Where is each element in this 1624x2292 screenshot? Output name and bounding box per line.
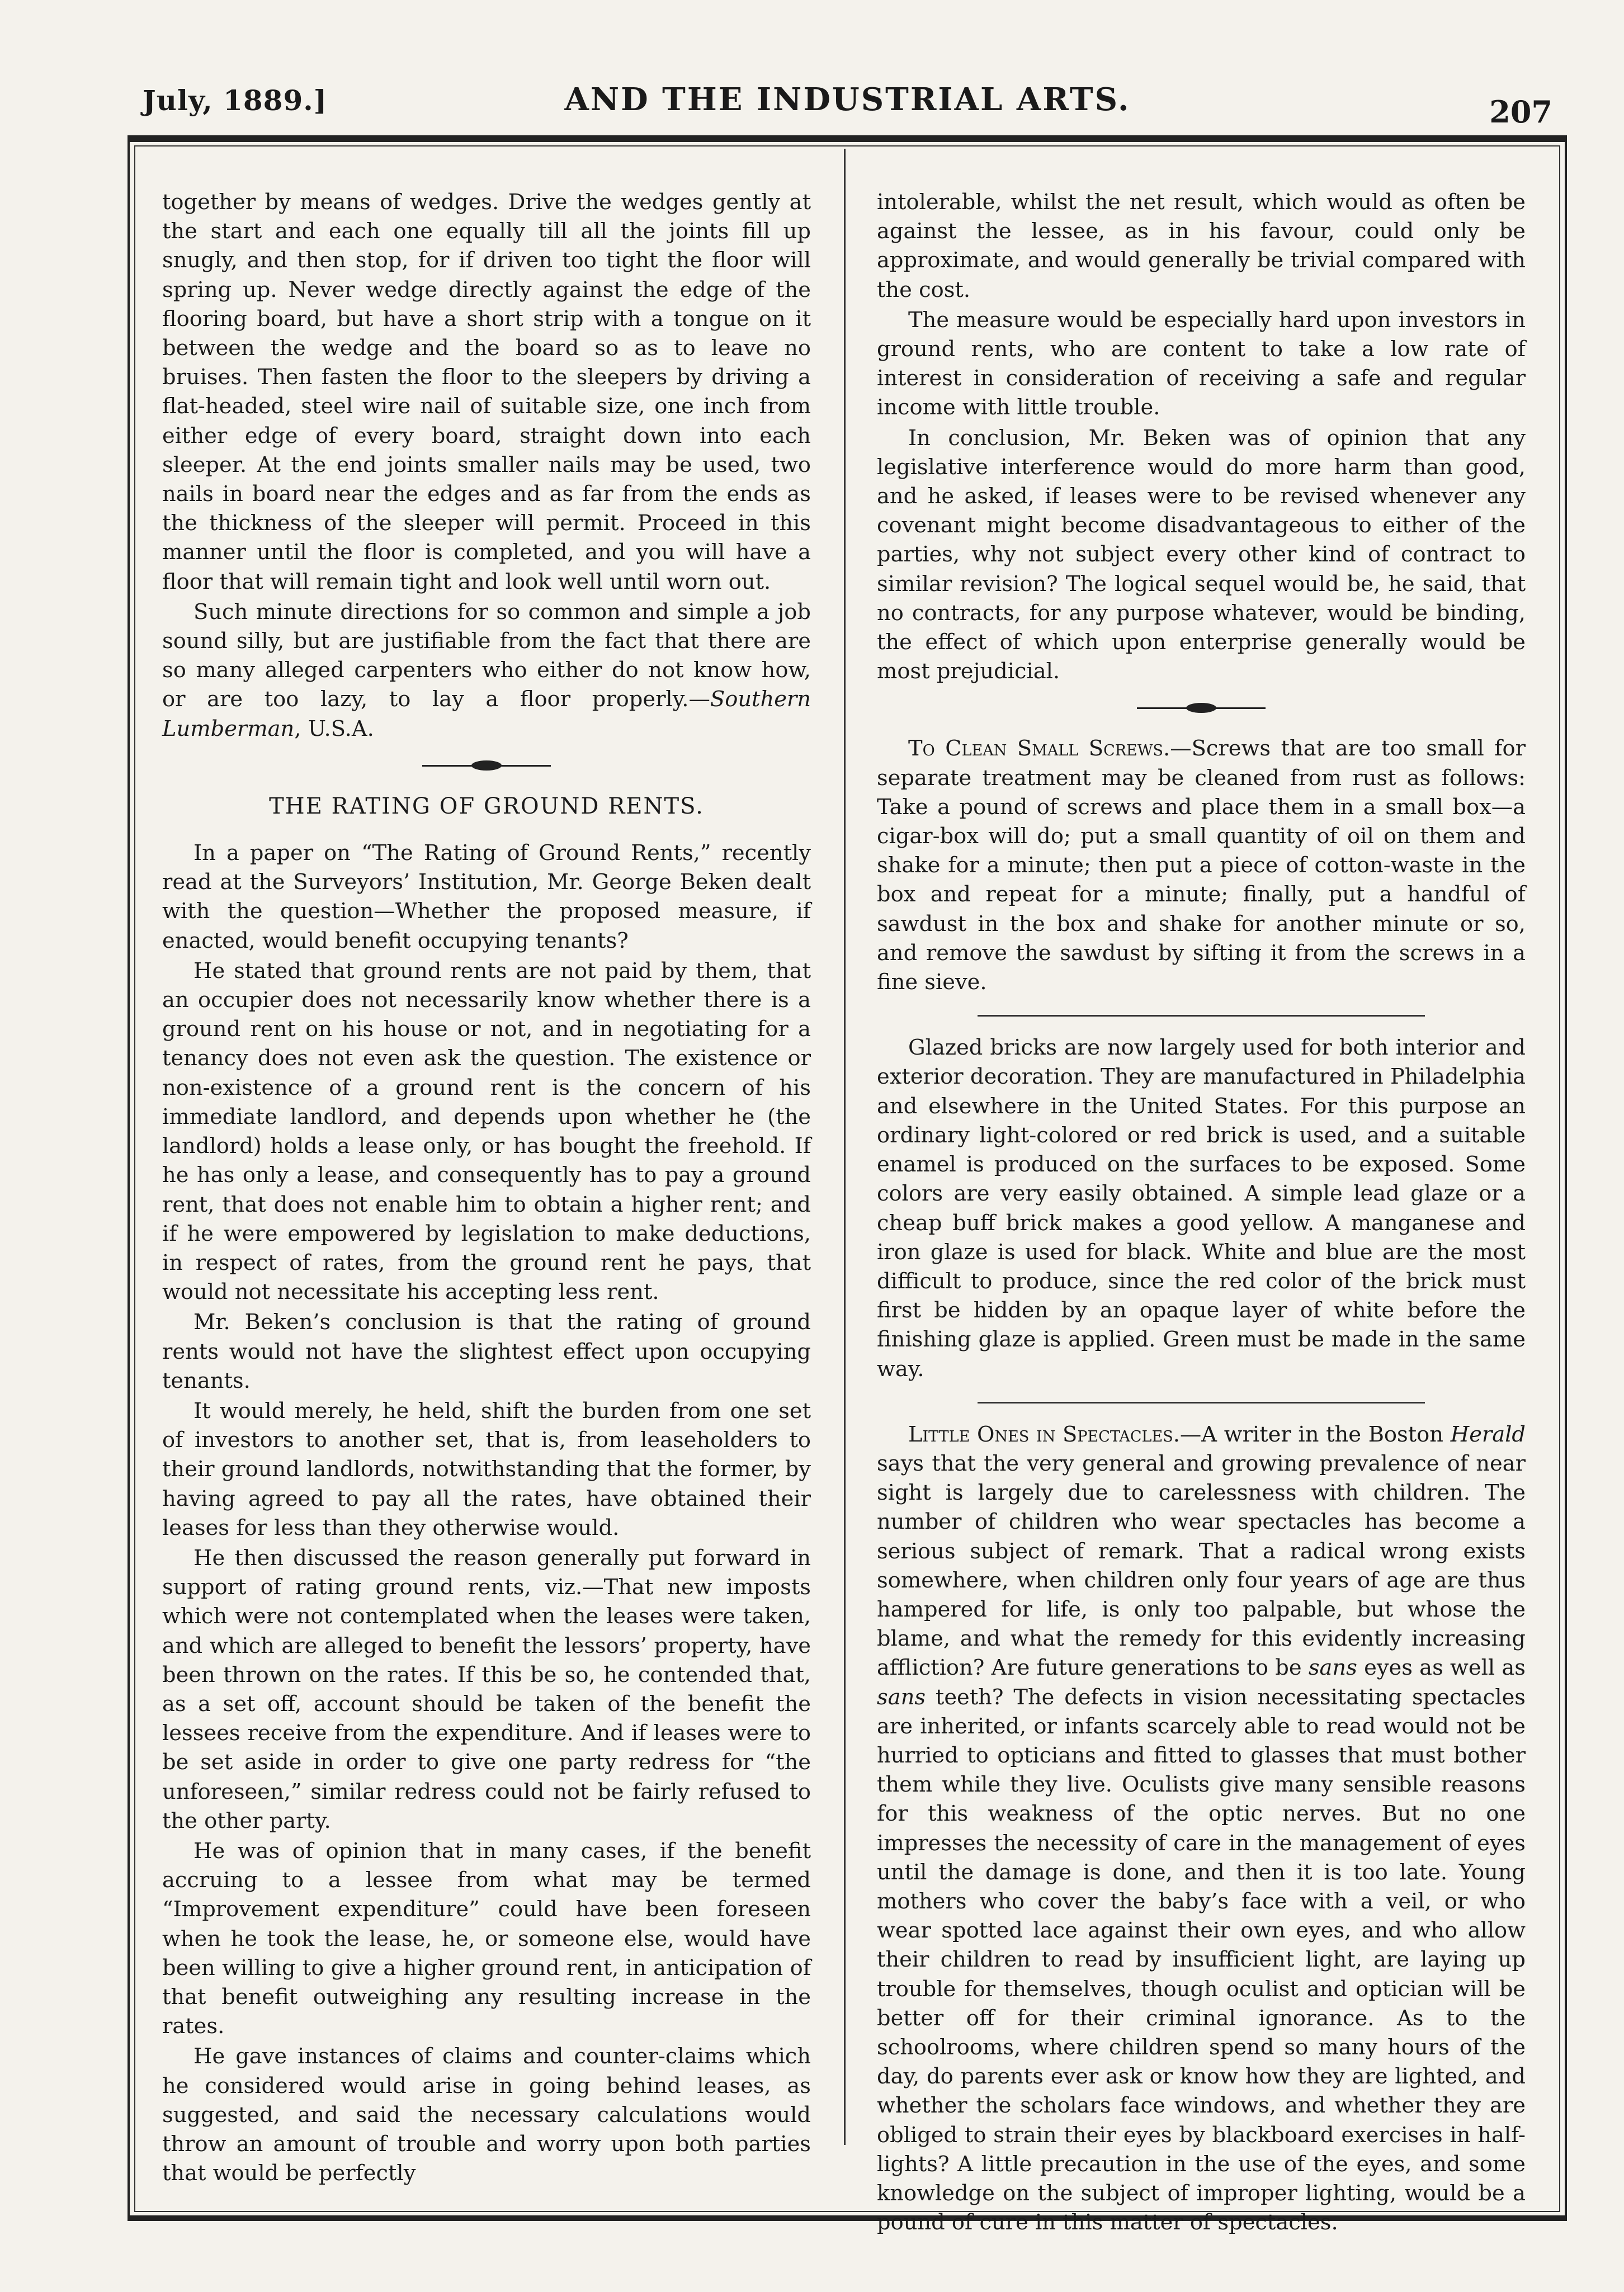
right-column [877,188,1526,2237]
section-ornament [162,756,811,775]
flooring-article-continuation: together by means of wedges. Drive the wedges gently at the start and each one equally till all the joints fill up snugly, and then stop, for if driven too tight the floor will spring up. Never wedge directly against the edge of the flooring board, but have a short strip with a tongue on it between the wedge and the board so as to leave no bruises. Then fasten the floor to the sleepers by driving a flat-headed, steel wire nail of suitable size, one inch from either edge of every board, straight down into each sleeper. At the end joints smaller nails may be used, two nails in board near the edges and as far from the ends as the thickness of the sleeper will permit. Proceed in this manner until the floor is completed, and you will have a floor that will remain tight and look well until worn out. [162,190,811,594]
paragraph: He gave instances of claims and counter-claims which he considered would arise in going behind leases, as suggested, and said the necessary calculations would throw an amount of trouble and worry upon both parties that would be perfectly [162,2044,811,2186]
issue-date: July, 1889.] [143,84,328,117]
article-heading-ground-rents: THE RATING OF GROUND RENTS. [269,793,704,819]
text-frame [128,135,1567,2236]
journal-title: AND THE INDUSTRIAL ARTS. [564,81,1131,118]
column-divider [844,149,846,2145]
running-header [143,56,1552,130]
paragraph: The measure would be especially hard upon investors in ground rents, who are content to take a low rate of interest in consideration of receiving a safe and regular income with little trouble. [877,307,1526,420]
section-rule [978,1402,1425,1403]
paragraph: He then discussed the reason generally put forward in support of rating ground rents, viz.—That new imposts which were not contemplated when the leases were taken, and which are alleged to benefit the lessors’ property, have been thrown on the rates. If this be so, he contended that, as a set off, account should be taken of the benefit the lessees receive from the expenditure. And if leases were to be set aside in order to give one party redress for “the unforeseen,” similar redress could not be fairly refused to the other party. [162,1545,811,1833]
run-in-title-spectacles: Little Ones in Spectacles. [908,1421,1180,1447]
paragraph: Mr. Beken’s conclusion is that the rating of ground rents would not have the slightest effect upon occupying tenants. [162,1310,811,1393]
source-citation: Southern Lumberman [162,687,811,741]
paragraph: In a paper on “The Rating of Ground Rents,” recently read at the Surveyors’ Institution, Mr. George Beken dealt with the question—Whether the proposed measure, if enacted, would benefit occupying tenants? [162,840,811,953]
paragraph: He was of opinion that in many cases, if the benefit accruing to a lessee from what may be termed “Improvement expenditure” could have been foreseen when he took the lease, he, or someone else, would have been willing to give a higher ground rent, in anticipation of that benefit outweighing any resulting increase in the rates. [162,1838,811,2039]
ground-rents-continuation: intolerable, whilst the net result, which would as often be against the lessee, as in his favour, could only be approximate, and would generally be trivial compared with the cost. [877,190,1526,303]
section-ornament [877,698,1526,717]
section-rule [978,1015,1425,1017]
flooring-article-closing: Such minute directions for so common and simple a job sound silly, but are justifiable from the fact that there are so many alleged carpenters who either do not know how, or are too lazy, to lay a floor properly.—Southern Lumberman, U.S.A. [162,599,811,741]
article-glazed-bricks: Glazed bricks are now largely used for both interior and exterior decoration. They are manufactured in Philadelphia and elsewhere in the United States. For this purpose an ordinary light-colored or red brick is used, and a suitable enamel is produced on the surfaces to be exposed. Some colors are very easily obtained. A simple lead glaze or a cheap buff brick makes a good yellow. A manganese and iron glaze is used for black. White and blue are the most difficult to produce, since the red color of the brick must first be hidden by an opaque layer of white before the finishing glaze is applied. Green must be made in the same way. [877,1035,1526,1382]
article-spectacles: Little Ones in Spectacles.—A writer in the Boston Herald says that the very general and growing prevalence of near sight is largely due to carelessness with children. The number of children who wear spectacles has become a serious subject of remark. That a radical wrong exists somewhere, when children only four years of age are thus hampered for life, is only too palpable, but whose the blame, and what the remedy for this evidently increasing affliction? Are future generations to be sans eyes as well as sans teeth? The defects in vision necessitating spectacles are inherited, or infants scarcely able to read would not be hurried to opticians and fitted to glasses that must bother them while they live. Oculists give many sensible reasons for this weakness of the optic nerves. But no one impresses the necessity of care in the management of eyes until the damage is done, and then it is too late. Young mothers who cover the baby’s face with a veil, or who wear spotted lace against their own eyes, and who allow their children to read by insufficient light, are laying up trouble for themselves, though oculist and optician will be better off for their criminal ignorance. As to the schoolrooms, where children spend so many hours of the day, do parents ever ask or know how they are lighted, and whether the scholars face windows, and whether they are obliged to strain their eyes by blackboard exercises in half-lights? A little precaution in the use of the eyes, and some knowledge on the subject of improper lighting, would be a pound of cure in this matter of spectacles. [877,1421,1526,2236]
paragraph: He stated that ground rents are not paid by them, that an occupier does not necessarily know whether there is a ground rent on his house or not, and in negotiating for a tenancy does not even ask the question. The existence or non-existence of a ground rent is the concern of his immediate landlord, and depends upon whether he (the landlord) holds a lease only, or has bought the freehold. If he has only a lease, and consequently has to pay a ground rent, that does not enable him to obtain a higher rent; and if he were empowered by legislation to make deductions, in respect of rates, from the ground rent he pays, that would not necessitate his accepting less rent. [162,958,811,1305]
page-number: 207 [1489,94,1552,130]
article-clean-screws: To Clean Small Screws.—Screws that are too small for separate treatment may be cleaned from rust as follows: Take a pound of screws and place them in a small box—a cigar-box will do; put a small quantity of oil on them and shake for a minute; then put a piece of cotton-waste in the box and repeat for a minute; finally, put a handful of sawdust in the box and shake for another minute or so, and remove the sawdust by sifting it from the screws in a fine sieve. [877,736,1526,995]
paragraph: It would merely, he held, shift the burden from one set of investors to another set, that is, from leaseholders to their ground landlords, notwithstanding that the former, by having agreed to pay all the rates, have obtained their leases for less than they otherwise would. [162,1398,811,1540]
left-column [162,188,811,2188]
paragraph: In conclusion, Mr. Beken was of opinion that any legislative interference would do more harm than good, and he asked, if leases were to be revised whenever any covenant might become disadvantageous to either of the parties, why not subject every other kind of contract to similar revision? The logical sequel would be, he said, that no contracts, for any purpose whatever, would be binding, the effect of which upon enterprise generally would be most prejudicial. [877,425,1526,684]
run-in-title-screws: To Clean Small Screws. [908,736,1170,762]
